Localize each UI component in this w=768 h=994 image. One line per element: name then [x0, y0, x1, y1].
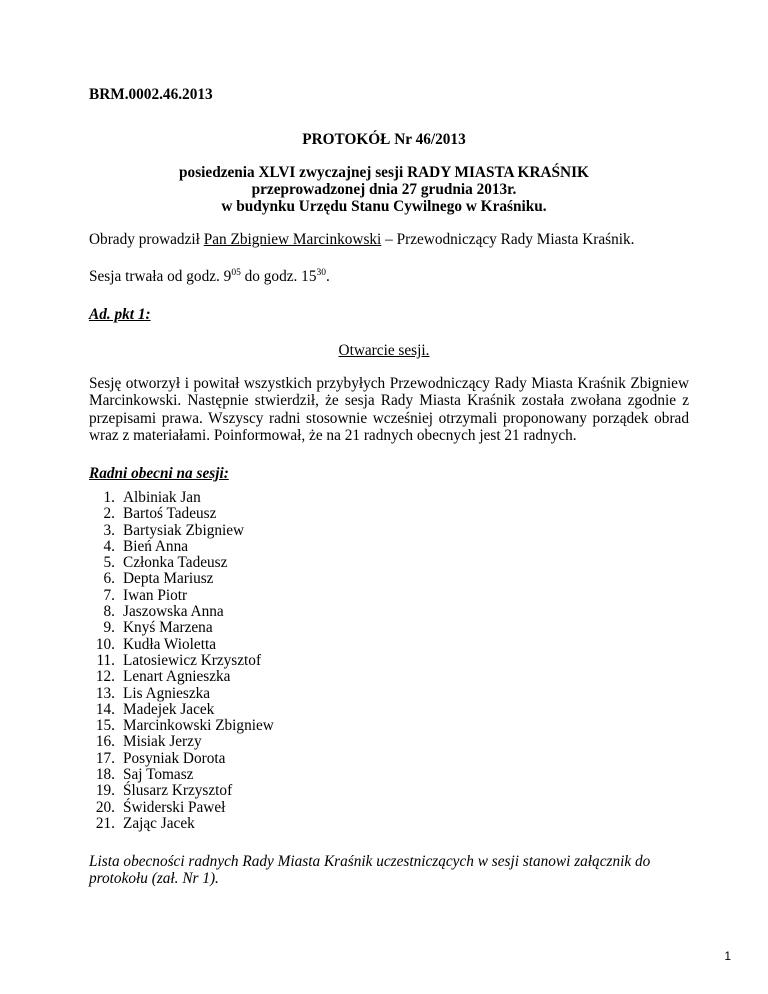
opening-paragraph: Sesję otworzył i powitał wszystkich przybyłych Przewodniczący Rady Miasta Kraśnik Zbigniew Marcinkowski. Następnie stwierdził, że sesja Rady Miasta Kraśnik została zwołana zgodnie z przepisami prawa. Wszyscy radni stosownie wcześniej otrzymali proponowany porządek obrad wraz z materiałami. Poinformował, że na 21 radnych obecnych jest 21 radnych. — [89, 375, 689, 445]
agenda-item-heading: Ad. pkt 1: — [89, 306, 151, 323]
list-item-number: 16. — [95, 733, 115, 751]
list-item — [89, 767, 274, 783]
list-item-number: 12. — [95, 668, 115, 686]
list-item-number: 1. — [103, 489, 115, 506]
list-item-number: 19. — [95, 782, 115, 800]
chair-suffix: – Przewodniczący Rady Miasta Kraśnik. — [381, 231, 635, 248]
document-page — [89, 0, 689, 994]
list-item — [89, 620, 274, 636]
list-item-number: 8. — [103, 603, 115, 621]
list-item — [89, 653, 274, 669]
subtitle-line: posiedzenia XLVI zwyczajnej sesji RADY MIASTA KRAŚNIK — [179, 164, 589, 181]
member-name: Madejek Jacek — [123, 700, 215, 718]
list-item-number: 14. — [95, 700, 115, 718]
list-item — [89, 637, 274, 653]
list-item — [89, 816, 274, 832]
document-reference: BRM.0002.46.2013 — [89, 86, 213, 103]
end-minutes: 30 — [316, 268, 326, 278]
chair-name: Pan Zbigniew Marcinkowski — [203, 231, 382, 248]
list-item-number: 3. — [103, 521, 115, 539]
protocol-title: PROTOKÓŁ Nr 46/2013 — [302, 131, 466, 148]
member-name: Lenart Agnieszka — [123, 668, 231, 686]
list-item — [89, 702, 274, 718]
subtitle-line: przeprowadzonej dnia 27 grudnia 2013r. — [251, 181, 517, 198]
member-name: Depta Mariusz — [123, 570, 214, 588]
member-name: Misiak Jerzy — [123, 733, 202, 751]
member-name: Knyś Marzena — [123, 619, 213, 637]
time-suffix: . — [325, 268, 330, 285]
list-item-number: 6. — [103, 570, 115, 588]
list-item — [89, 588, 274, 604]
list-item — [89, 718, 274, 734]
list-item — [89, 490, 274, 506]
present-heading: Radni obecni na sesji: — [89, 465, 229, 482]
start-hour: 9 — [223, 268, 232, 285]
agenda-item-title: Otwarcie sesji. — [338, 342, 430, 359]
list-item — [89, 800, 274, 816]
member-name: Lis Agnieszka — [123, 684, 211, 702]
list-item-number: 4. — [103, 537, 115, 555]
member-name: Członka Tadeusz — [123, 554, 228, 572]
list-item — [89, 506, 274, 522]
list-item — [89, 783, 274, 799]
list-item-number: 13. — [95, 684, 115, 702]
list-item — [89, 571, 274, 587]
end-hour: 15 — [301, 268, 317, 285]
list-item-number: 11. — [96, 651, 115, 669]
chair-paragraph — [89, 231, 634, 249]
subtitle-line: w budynku Urzędu Stanu Cywilnego w Kraśniku. — [221, 198, 547, 215]
list-item — [89, 539, 274, 555]
list-item — [89, 751, 274, 767]
member-name: Posyniak Dorota — [123, 749, 226, 767]
member-name: Bartysiak Zbigniew — [123, 521, 245, 539]
list-item-number: 2. — [103, 505, 115, 523]
list-item — [89, 734, 274, 750]
start-minutes: 05 — [231, 268, 241, 278]
list-item-number: 21. — [95, 814, 115, 832]
attendance-note: Lista obecności radnych Rady Miasta Kraśnik uczestniczących w sesji stanowi załącznik do protokołu (zał. Nr 1). — [89, 853, 651, 888]
member-name: Latosiewicz Krzysztof — [123, 651, 262, 669]
list-item-number: 5. — [103, 554, 115, 572]
member-name: Świderski Paweł — [123, 798, 226, 816]
member-name: Bartoś Tadeusz — [123, 505, 217, 523]
list-item — [89, 604, 274, 620]
list-item — [89, 686, 274, 702]
page-number: 1 — [724, 949, 731, 963]
member-name: Saj Tomasz — [123, 766, 194, 784]
list-item-number: 15. — [95, 717, 115, 735]
list-item-number: 7. — [103, 586, 115, 604]
title-block — [89, 131, 679, 215]
list-item — [89, 555, 274, 571]
list-item-number: 10. — [95, 635, 115, 653]
member-name: Marcinkowski Zbigniew — [123, 717, 274, 735]
member-name: Albiniak Jan — [123, 489, 201, 506]
list-item-number: 20. — [95, 798, 115, 816]
member-name: Iwan Piotr — [123, 586, 188, 604]
list-item — [89, 523, 274, 539]
list-item-number: 18. — [95, 766, 115, 784]
chair-prefix: Obrady prowadził — [89, 231, 204, 248]
member-name: Kudła Wioletta — [123, 635, 216, 653]
list-item-number: 17. — [95, 749, 115, 767]
time-middle: do godz. — [240, 268, 302, 285]
member-name: Zając Jacek — [123, 814, 195, 832]
member-name: Ślusarz Krzysztof — [123, 782, 233, 800]
session-time-paragraph — [89, 268, 330, 286]
list-item-number: 9. — [103, 619, 115, 637]
list-item — [89, 669, 274, 685]
member-name: Bień Anna — [123, 537, 189, 555]
time-prefix: Sesja trwała od godz. — [89, 268, 224, 285]
members-list — [89, 490, 274, 832]
member-name: Jaszowska Anna — [123, 603, 224, 621]
